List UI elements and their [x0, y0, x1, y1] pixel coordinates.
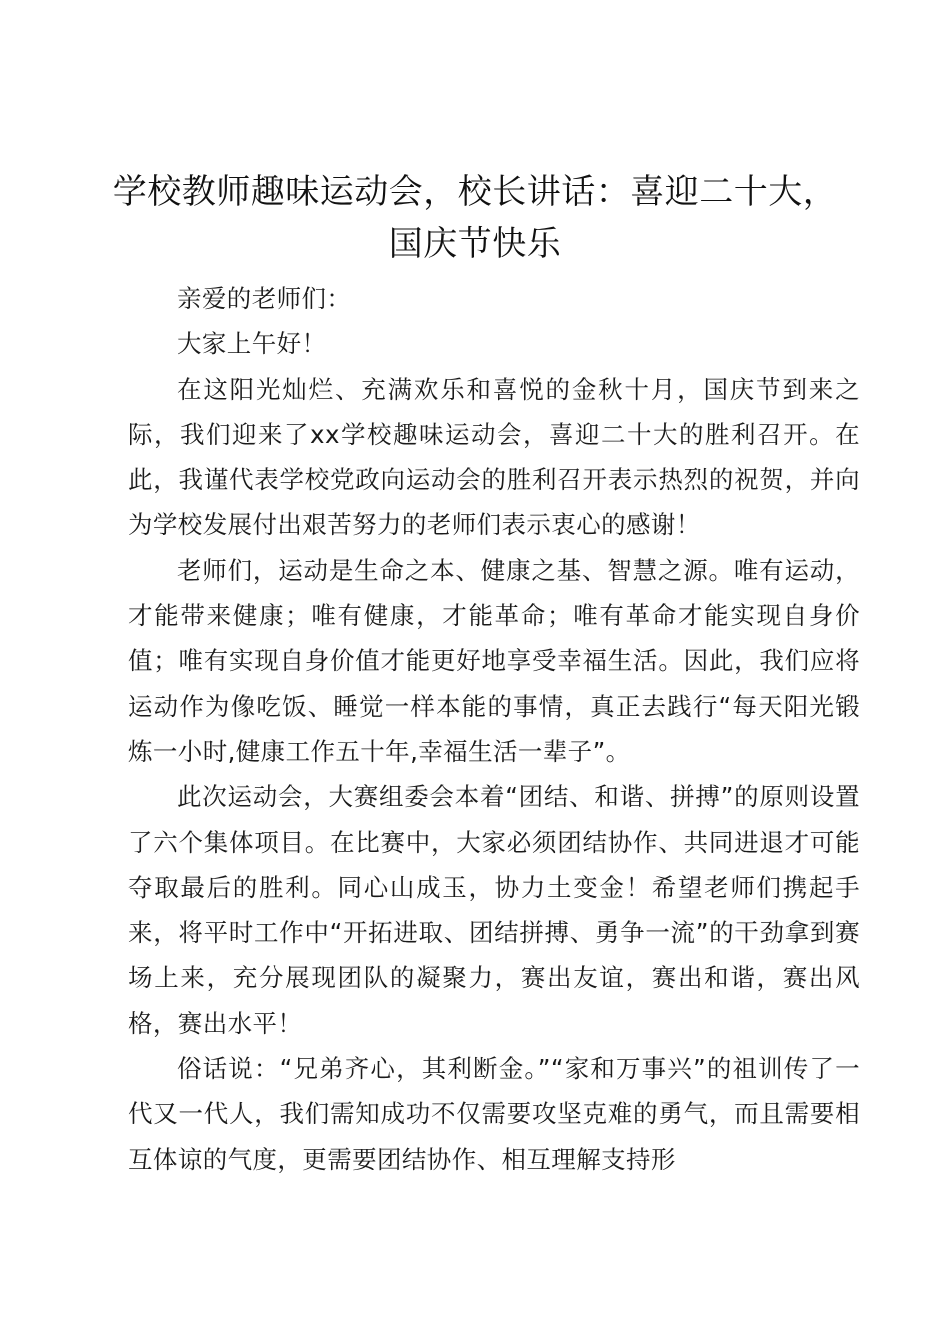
paragraph-greeting: 大家上午好！ — [177, 329, 327, 359]
paragraph-event-principles: 此次运动会，大赛组委会本着“团结、和谐、拼搏”的原则设置了六个集体项目。在比赛中，大家必须团结协作、共同进退才可能夺取最后的胜利。同心山成玉，协力土变金！希望老师们携起手来，将平时工作中“开拓进取、团结拼搏、勇争一流”的干劲拿到赛场上来，充分展现团队的凝聚力，赛出友谊，赛出和谐，赛出风格，赛出水平！ — [128, 782, 860, 1038]
document-body — [128, 276, 860, 1182]
paragraph-sports-value: 老师们，运动是生命之本、健康之基、智慧之源。唯有运动，才能带来健康；唯有健康，才能革命；唯有革命才能实现自身价值；唯有实现自身价值才能更好地享受幸福生活。因此，我们应将运动作为像吃饭、睡觉一样本能的事情，真正去践行“每天阳光锻炼一小时,健康工作五十年,幸福生活一辈子”。 — [128, 555, 860, 766]
paragraph-salutation: 亲爱的老师们： — [177, 284, 352, 313]
paragraph-proverb: 俗话说：“兄弟齐心，其利断金。”“家和万事兴”的祖训传了一代又一代人，我们需知成功不仅需要攻坚克难的勇气，而且需要相互体谅的气度，更需要团结协作、相互理解支持形 — [128, 1054, 860, 1174]
paragraph-opening: 在这阳光灿烂、充满欢乐和喜悦的金秋十月，国庆节到来之际，我们迎来了xx学校趣味运动会，喜迎二十大的胜利召开。在此，我谨代表学校党政向运动会的胜利召开表示热烈的祝贺，并向为学校发展付出艰苦努力的老师们表示衷心的感谢！ — [128, 374, 860, 540]
document-title: 学校教师趣味运动会，校长讲话：喜迎二十大，国庆节快乐 — [112, 172, 838, 264]
